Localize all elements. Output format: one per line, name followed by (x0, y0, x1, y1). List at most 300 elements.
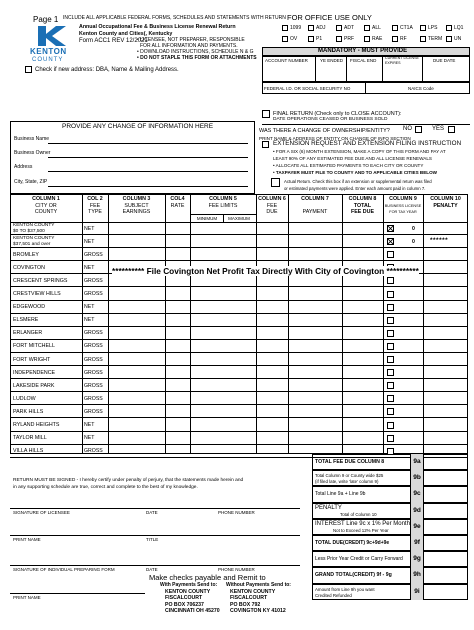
office-code-checkbox[interactable] (336, 25, 342, 31)
row-input-cell[interactable] (224, 433, 255, 444)
office-code-checkbox[interactable] (282, 36, 288, 42)
row-city: VILLA HILLS (13, 448, 44, 455)
fed-id-label: FEDERAL I.D. OR SOCIAL SECURITY NO (264, 86, 351, 91)
logo-k-icon (30, 26, 76, 46)
row-city: FORT MITCHELL (13, 343, 55, 350)
row-input-cell[interactable] (224, 315, 255, 326)
row-city: LAKESIDE PARK (13, 382, 55, 389)
office-code-label: RAE (372, 36, 383, 42)
naics-label: NAICS Code (408, 86, 434, 91)
row-input-cell[interactable] (343, 236, 382, 247)
row-input-cell[interactable] (191, 275, 222, 286)
row-input-cell[interactable] (257, 446, 287, 457)
office-code-label: ADT (344, 25, 354, 31)
total-line-number: 9f (410, 535, 424, 551)
header-c5-max: MAXIMUM (228, 216, 250, 221)
row-city: CRESTVIEW HILLS (13, 291, 61, 297)
row-input-cell[interactable] (289, 289, 341, 300)
ownership-no-checkbox[interactable] (415, 126, 422, 133)
row-input-cell[interactable] (257, 328, 287, 339)
office-use-title: FOR OFFICE USE ONLY (287, 13, 372, 22)
header-c1-line: CITY OR (35, 202, 57, 209)
header-c1-line: COLUMN 1 (32, 196, 60, 202)
row-input-cell[interactable] (191, 328, 222, 339)
form-number: Form ACC1 REV 12/2021 (79, 38, 148, 44)
ownership-yes-checkbox[interactable] (448, 126, 455, 133)
row-input-cell[interactable] (224, 289, 255, 300)
row-input-cell[interactable] (109, 354, 164, 365)
row-input-cell[interactable] (257, 367, 287, 378)
print-name-label-2: PRINT NAME (13, 595, 41, 600)
row-city: TAYLOR MILL (13, 435, 47, 442)
sig-preparer-label: SIGNATURE OF INDIVIDUAL PREPARING FORM (13, 567, 115, 572)
extension-title: EXTENSION REQUEST AND EXTENSION FILING INSTRUCTION (273, 140, 462, 147)
row-fee-type: GROSS (84, 369, 103, 376)
row-input-cell[interactable] (289, 249, 341, 260)
header-c4-line: COL4 (170, 196, 185, 202)
row-input-cell[interactable] (224, 393, 255, 404)
license-checkbox[interactable] (387, 356, 394, 363)
license-checkbox[interactable] (387, 435, 394, 442)
office-code-checkbox[interactable] (364, 36, 370, 42)
with-payments-label: With Payments Send to: (160, 582, 218, 588)
row-fee-type: NET (84, 264, 95, 271)
row-input-cell[interactable] (191, 446, 222, 457)
row-input-cell[interactable] (257, 341, 287, 352)
row-fee-type: NET (84, 304, 95, 311)
row-input-cell[interactable] (224, 420, 255, 431)
row-input-cell[interactable] (343, 341, 382, 352)
office-code-checkbox[interactable] (446, 25, 452, 31)
row-input-cell[interactable] (224, 446, 255, 457)
mandatory-label: MANDATORY - MUST PROVIDE (318, 48, 408, 54)
row-input-cell[interactable] (191, 380, 222, 391)
license-checkbox[interactable] (387, 408, 394, 415)
certification-text-2: in any supporting schedule are true, correct and complete to the best of my knowledge. (13, 485, 198, 490)
row-input-cell[interactable] (289, 406, 341, 417)
total-line-number: 9a (410, 454, 424, 470)
row-input-cell[interactable] (109, 446, 164, 457)
row-input-cell[interactable] (257, 289, 287, 300)
row-input-cell[interactable] (191, 289, 222, 300)
row-input-cell[interactable] (191, 433, 222, 444)
office-code-checkbox[interactable] (364, 25, 370, 31)
office-code-label: 1099 (290, 25, 302, 31)
header-c2-line: COL 2 (87, 196, 103, 202)
row-city: LUDLOW (13, 395, 36, 402)
row-input-cell[interactable] (109, 223, 164, 234)
office-code-label: LPS (428, 25, 438, 31)
total-line-label-2: (if filed late, write 'late' column 9) (315, 479, 379, 485)
header-c3-line: EARNINGS (122, 209, 151, 215)
office-code-label: PRF (344, 36, 354, 42)
office-code-label: ALL (372, 25, 381, 31)
office-code-checkbox[interactable] (308, 36, 314, 42)
row-city: ELSMERE (13, 317, 39, 324)
bullet-2: FOR ALL INFORMATION AND PAYMENTS. (140, 43, 238, 49)
total-line-number: 9b (410, 470, 424, 486)
license-checkbox[interactable] (387, 225, 394, 232)
total-line-label: Total Line 9a + Line 9b (315, 491, 366, 498)
row-input-cell[interactable] (343, 354, 382, 365)
ext-line-1: • FOR A SIX (6) MONTH EXTENSION, MAKE A COPY OF THIS FORM AND PAY AT (273, 149, 446, 154)
row-input-cell[interactable] (109, 341, 164, 352)
license-checkbox[interactable] (387, 304, 394, 311)
address-line: FISCALCOURT (165, 595, 203, 602)
license-checkbox[interactable] (387, 330, 394, 337)
row-input-cell[interactable] (257, 406, 287, 417)
license-checkbox[interactable] (387, 369, 394, 376)
license-expires-label: CURRENT LICENSE EXPIRES (385, 56, 419, 65)
row-license-value: 0 (412, 225, 415, 232)
row-input-cell[interactable] (224, 249, 255, 260)
info-field-line[interactable] (48, 157, 248, 158)
title-label: TITLE (146, 537, 159, 542)
row-input-cell[interactable] (257, 433, 287, 444)
row-city: KENTON COUNTY (13, 235, 55, 241)
address-line: KENTON COUNTY (230, 589, 276, 595)
row-input-cell[interactable] (289, 236, 341, 247)
header-c7-line: COLUMN 7 (301, 196, 329, 202)
row-input-cell[interactable] (109, 380, 164, 391)
no-label: NO (403, 126, 412, 132)
row-input-cell[interactable] (191, 420, 222, 431)
row-input-cell[interactable] (191, 367, 222, 378)
final-return-sub: DATE OPERATIONS CEASED OR BUSINESS SOLD (273, 117, 388, 122)
office-code-checkbox[interactable] (392, 25, 398, 31)
office-code-label: CT1A (400, 25, 413, 31)
license-checkbox[interactable] (387, 277, 394, 284)
info-field-label: Address (14, 164, 33, 170)
logo-top-text: KENTON (30, 47, 67, 56)
row-input-cell[interactable] (289, 275, 341, 286)
row-input-cell[interactable] (343, 367, 382, 378)
header-c1-line: COUNTY (34, 209, 58, 215)
row-fee-type: NET (84, 238, 95, 245)
row-input-cell[interactable] (343, 406, 382, 417)
ext-line-4: • TAXPAYER MUST FILE TO COUNTY AND TO APPLICABLE CITIES BELOW (273, 170, 438, 175)
info-field-label: Business Owner (14, 150, 51, 156)
license-checkbox[interactable] (387, 395, 394, 402)
total-line-label: Total Column 9 or County wide $25 (315, 473, 384, 479)
row-input-cell[interactable] (289, 420, 341, 431)
license-checkbox[interactable] (387, 291, 394, 298)
row-input-cell[interactable] (343, 420, 382, 431)
header-c10-line: COLUMN 10 (430, 196, 461, 202)
address-line: PO BOX 792 (230, 601, 261, 608)
total-line-number: 9h (410, 567, 424, 583)
total-line-label: Less Prior Year Credit or Carry Forward (315, 556, 403, 563)
date-label-1: DATE (146, 510, 158, 515)
total-line-label: PENALTY (315, 504, 342, 511)
bullet-1: • LICENSEE, NOT PREPARER, RESPONSIBLE (137, 37, 245, 43)
row-input-cell[interactable] (224, 302, 255, 313)
header-c5-line: COLUMN 5 (209, 196, 237, 202)
row-input-cell[interactable] (257, 315, 287, 326)
row-input-cell[interactable] (289, 223, 341, 234)
row-input-cell[interactable] (109, 393, 164, 404)
covington-banner: ********** File Covington Net Profit Tax Directly With City of Covington ********** (112, 266, 419, 276)
header-c7-line: PAYMENT (302, 209, 328, 215)
row-fee-type: GROSS (84, 291, 103, 297)
row-input-cell[interactable] (109, 236, 164, 247)
row-input-cell[interactable] (343, 223, 382, 234)
info-field-label: Business Name (14, 136, 50, 142)
row-input-cell[interactable] (224, 367, 255, 378)
row-input-cell[interactable] (109, 315, 164, 326)
total-line-number: 9d (410, 503, 424, 519)
row-fee-type: NET (84, 317, 95, 324)
row-input-cell[interactable] (343, 289, 382, 300)
row-input-cell[interactable] (343, 275, 382, 286)
due-date-label: DUE DATE (433, 58, 456, 63)
row-city: CRESCENT SPRINGS (13, 277, 68, 284)
row-input-cell[interactable] (109, 420, 164, 431)
header-c9-line: BUSINESS LICENSE (384, 203, 422, 208)
info-field-line[interactable] (48, 171, 248, 172)
row-input-cell[interactable] (191, 406, 222, 417)
info-field-line[interactable] (48, 186, 248, 187)
row-penalty[interactable]: ****** (430, 237, 449, 245)
license-checkbox[interactable] (387, 317, 394, 324)
row-input-cell[interactable] (257, 354, 287, 365)
row-input-cell[interactable] (257, 393, 287, 404)
account-number-label: ACCOUNT NUMBER (265, 58, 308, 63)
intro-note: INCLUDE ALL APPLICABLE FEDERAL FORMS, SCHEDULES AND STATEMENTS WITH RETURN (63, 15, 286, 21)
row-input-cell[interactable] (191, 249, 222, 260)
row-input-cell[interactable] (224, 341, 255, 352)
address-line: PO BOX 706237 (165, 601, 204, 608)
row-input-cell[interactable] (257, 302, 287, 313)
total-line-number: 9e (410, 519, 424, 535)
row-city: KENTON COUNTY (13, 222, 55, 228)
row-input-cell[interactable] (343, 249, 382, 260)
total-line-label: INTEREST Line 9c x 1% Per Month (315, 520, 410, 527)
header-c5-line: FEE LIMITS (208, 202, 238, 209)
payable-heading: Make checks payable and Remit to (149, 573, 266, 582)
row-fee-type: GROSS (84, 251, 103, 258)
total-line-number: 9i (410, 584, 424, 600)
license-checkbox[interactable] (387, 343, 394, 350)
row-fee-type: GROSS (84, 277, 103, 284)
row-input-cell[interactable] (224, 328, 255, 339)
row-input-cell[interactable] (343, 393, 382, 404)
row-input-cell[interactable] (343, 328, 382, 339)
row-input-cell[interactable] (289, 354, 341, 365)
row-fee-type: GROSS (84, 343, 103, 350)
row-license-value: 0 (412, 238, 415, 245)
phone-label-1: PHONE NUMBER (218, 510, 255, 515)
logo-bottom-text: COUNTY (32, 57, 64, 63)
date-label-2: DATE (146, 567, 158, 572)
total-line-label-2: Total of Column 10 (340, 511, 377, 517)
office-codes-grid (282, 23, 470, 47)
row-city: COVINGTON (13, 264, 45, 271)
print-name-note: PRINT NAME & ADDRESS OF ENTITY ON CHANGE OF INFO SECTION (259, 136, 411, 141)
header-c5-min: MINIMUM (196, 216, 218, 221)
address-line: FISCALCOURT (230, 595, 268, 602)
row-input-cell[interactable] (343, 380, 382, 391)
header-c3-line: SUBJECT (124, 202, 149, 209)
row-fee-type: GROSS (84, 408, 103, 415)
without-payments-label: Without Payments Send to: (226, 582, 291, 588)
row-input-cell[interactable] (257, 380, 287, 391)
bullet-4: • DO NOT STAPLE THIS FORM OR ATTACHMENTS (137, 55, 257, 61)
office-code-checkbox[interactable] (420, 25, 426, 31)
header-c6-line: FEE (266, 202, 278, 209)
form-title: Annual Occupational Fee & Business License Renewal Return (79, 24, 236, 30)
row-input-cell[interactable] (257, 275, 287, 286)
row-fee-type: NET (84, 422, 95, 428)
row-input-cell[interactable] (224, 275, 255, 286)
yes-label: YES (432, 126, 445, 132)
info-field-line[interactable] (48, 143, 248, 144)
row-input-cell[interactable] (109, 249, 164, 260)
row-input-cell[interactable] (109, 406, 164, 417)
row-city-range: $0 TO $37,500 (13, 228, 45, 234)
row-fee-type: GROSS (84, 330, 103, 337)
header-c2-line: TYPE (88, 209, 102, 215)
change-info-title: PROVIDE ANY CHANGE OF INFORMATION HERE (62, 123, 214, 130)
total-line-number: 9c (410, 486, 424, 502)
office-code-checkbox[interactable] (420, 36, 426, 42)
office-code-checkbox[interactable] (308, 25, 314, 31)
row-input-cell[interactable] (109, 302, 164, 313)
row-input-cell[interactable] (109, 433, 164, 444)
final-return-checkbox[interactable] (262, 110, 270, 118)
info-field-label: City, State, ZIP (14, 179, 48, 185)
row-fee-type: NET (84, 435, 95, 442)
license-checkbox[interactable] (387, 422, 394, 429)
row-input-cell[interactable] (224, 223, 255, 234)
address-change-checkbox[interactable] (25, 66, 32, 73)
row-input-cell[interactable] (109, 367, 164, 378)
row-input-cell[interactable] (191, 302, 222, 313)
office-code-checkbox[interactable] (392, 36, 398, 42)
office-code-label: RF (400, 36, 407, 42)
office-code-label: ADJ (316, 25, 326, 31)
row-fee-type: GROSS (84, 448, 103, 455)
row-input-cell[interactable] (343, 315, 382, 326)
phone-label-2: PHONE NUMBER (218, 567, 255, 572)
office-code-label: P1 (316, 36, 323, 42)
row-input-cell[interactable] (191, 354, 222, 365)
row-input-cell[interactable] (289, 328, 341, 339)
header-c6-line: DUE (266, 209, 278, 215)
row-input-cell[interactable] (109, 328, 164, 339)
row-fee-type: GROSS (84, 382, 103, 389)
row-input-cell[interactable] (289, 433, 341, 444)
total-line-label: GRAND TOTAL(CREDIT) 9f - 9g (315, 572, 392, 579)
final-return-label: FINAL RETURN (Check only to CLOSE ACCOUNT): (273, 111, 402, 117)
ownership-question: WAS THERE A CHANGE OF OWNERSHIP/ENTITY? (259, 128, 390, 134)
total-line-label: TOTAL DUE(CREDIT) 9c+9d+9e (315, 540, 390, 546)
row-fee-type: GROSS (84, 356, 103, 363)
header-c9-line: FOR TAX YEAR (389, 210, 417, 214)
row-input-cell[interactable] (191, 315, 222, 326)
row-city: RYLAND HEIGHTS (13, 422, 60, 428)
row-city-range: $37,501 and over (13, 241, 51, 247)
office-code-checkbox[interactable] (282, 25, 288, 31)
license-checkbox[interactable] (387, 251, 394, 258)
row-city: FORT WRIGHT (13, 356, 51, 363)
total-line-label: TOTAL FEE DUE COLUMN 8 (315, 459, 385, 465)
page-number: Page 1 (33, 15, 59, 24)
row-input-cell[interactable] (289, 302, 341, 313)
office-code-checkbox[interactable] (446, 36, 452, 42)
row-fee-type: NET (84, 225, 95, 232)
ext-line-3: • ALLOCATE ALL ESTIMATED PAYMENTS TO EACH CITY OR COUNTY (273, 163, 424, 168)
row-input-cell[interactable] (224, 236, 255, 247)
row-input-cell[interactable] (289, 380, 341, 391)
row-input-cell[interactable] (191, 393, 222, 404)
fiscal-end-label: FISCAL END (350, 58, 377, 63)
form-subtitle: Kenton County and Cities(, Kentucky (79, 31, 173, 37)
actual-return-label-2: or estimated payments were applied. Enter each amount paid in column 7. (284, 186, 426, 191)
row-input-cell[interactable] (257, 420, 287, 431)
license-checkbox[interactable] (387, 382, 394, 389)
row-input-cell[interactable] (343, 302, 382, 313)
row-input-cell[interactable] (109, 289, 164, 300)
header-c10-line: PENALTY (433, 202, 458, 209)
row-city: BROMLEY (13, 251, 39, 258)
row-input-cell[interactable] (257, 236, 287, 247)
row-city: PARK HILLS (13, 408, 44, 415)
address-line: COVINGTON KY 41012 (230, 608, 286, 615)
kenton-logo (30, 26, 76, 66)
actual-return-label: Actual Return. Check this box if an extension or supplemental return was filed (284, 179, 432, 184)
row-input-cell[interactable] (191, 223, 222, 234)
row-input-cell[interactable] (343, 433, 382, 444)
row-input-cell[interactable] (224, 406, 255, 417)
total-line-label: Amount from Line 9h you want (315, 586, 375, 592)
total-line-label-2: Credited Refunded (315, 592, 352, 598)
row-input-cell[interactable] (289, 315, 341, 326)
ext-line-2: LEAST 90% OF ANY ESTIMATED FEE DUE AND ALL LICENSE RENEWALS (273, 156, 432, 161)
row-input-cell[interactable] (109, 275, 164, 286)
sig-licensee-label: SIGNATURE OF LICENSEE (13, 510, 70, 515)
ye-ended-label: YE ENDED (320, 58, 344, 63)
address-line: CINCINNATI OH 45270 (165, 608, 220, 615)
row-input-cell[interactable] (289, 367, 341, 378)
bullet-3: • DOWNLOAD INSTRUCTIONS, SCHEDULE N & G (137, 49, 254, 55)
total-line-number: 9g (410, 551, 424, 567)
row-input-cell[interactable] (289, 341, 341, 352)
row-input-cell[interactable] (224, 380, 255, 391)
license-checkbox[interactable] (387, 238, 394, 245)
header-c8-line: TOTAL (353, 202, 372, 209)
header-c8-line: FEE DUE (351, 209, 374, 215)
row-input-cell[interactable] (191, 236, 222, 247)
header-c2-line: FEE (89, 202, 101, 209)
row-fee-type: GROSS (84, 395, 103, 402)
row-input-cell[interactable] (224, 354, 255, 365)
row-input-cell[interactable] (257, 249, 287, 260)
row-input-cell[interactable] (289, 393, 341, 404)
address-line: KENTON COUNTY (165, 589, 211, 595)
row-input-cell[interactable] (257, 223, 287, 234)
header-c9-line: COLUMN 9 (389, 196, 417, 202)
row-city: INDEPENDENCE (13, 369, 56, 376)
row-input-cell[interactable] (191, 341, 222, 352)
header-c4-line: RATE (170, 202, 185, 209)
total-line-label-2: Not to Exceed 12% Per Year (333, 527, 389, 533)
address-change-label: Check if new address: DBA, Name & Mailing Address. (35, 67, 179, 73)
office-code-checkbox[interactable] (336, 36, 342, 42)
actual-return-checkbox[interactable] (271, 178, 280, 187)
row-city: ERLANGER (13, 330, 43, 337)
extension-checkbox[interactable] (262, 141, 269, 148)
